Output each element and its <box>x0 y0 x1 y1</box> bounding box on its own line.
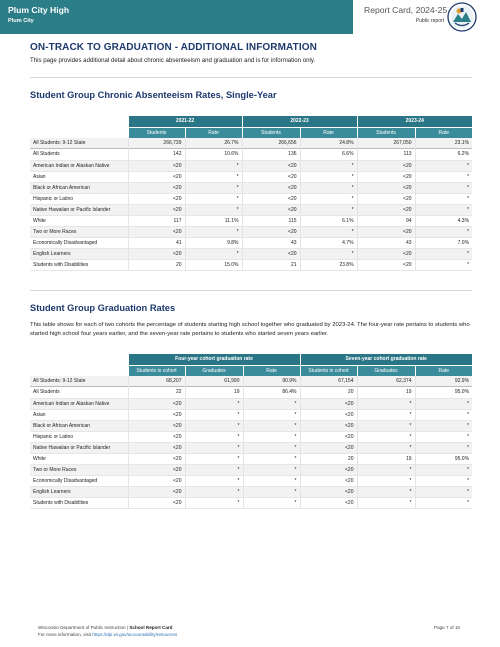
table-cell: <20 <box>300 486 357 497</box>
column-header: Rate <box>185 128 242 139</box>
table-row <box>30 442 472 453</box>
table-row <box>30 193 472 204</box>
table-cell: <20 <box>242 226 300 237</box>
row-label: All Students <box>33 151 60 158</box>
table-cell: 4.3% <box>415 215 472 226</box>
table-cell: <20 <box>242 248 300 259</box>
table-cell: 23.8% <box>300 259 357 270</box>
table-cell: * <box>415 464 472 475</box>
table-cell: * <box>185 248 242 259</box>
table-cell: * <box>243 486 300 497</box>
graduation-section-title: Student Group Graduation Rates <box>30 303 176 313</box>
corner-blank <box>30 128 128 139</box>
table-cell: <20 <box>128 182 185 193</box>
footer-org <box>38 625 172 630</box>
table-cell: * <box>415 442 472 453</box>
table-cell: 95.0% <box>415 453 472 464</box>
table-cell: * <box>185 431 243 442</box>
row-label: English Learners <box>30 486 128 497</box>
row-label: Native Hawaiian or Pacific Islander <box>30 204 128 215</box>
table-cell: * <box>243 453 300 464</box>
table-cell: 19 <box>357 453 415 464</box>
table-cell: * <box>243 442 300 453</box>
table-cell: 43 <box>357 237 415 248</box>
column-header: Students <box>357 128 415 139</box>
school-name: Plum City High <box>8 5 70 15</box>
table-cell: <20 <box>242 171 300 182</box>
table-row <box>30 149 472 160</box>
table-cell: * <box>185 182 242 193</box>
table-cell: * <box>415 248 472 259</box>
table-cell: 22 <box>128 387 185 398</box>
table-cell: <20 <box>300 431 357 442</box>
table-cell: 117 <box>128 215 185 226</box>
table-cell: 4.7% <box>300 237 357 248</box>
table-cell: * <box>415 160 472 171</box>
footer-separator: | <box>125 625 130 630</box>
table-cell: <20 <box>242 182 300 193</box>
table-cell: * <box>185 464 243 475</box>
table-cell: * <box>185 160 242 171</box>
table-cell: 61,990 <box>185 376 243 387</box>
table-cell: 92.9% <box>415 376 472 387</box>
table-cell: * <box>185 409 243 420</box>
table-cell: * <box>185 420 243 431</box>
column-header: Rate <box>300 128 357 139</box>
table-cell: * <box>243 398 300 409</box>
table-cell: * <box>185 475 243 486</box>
table-cell: * <box>357 497 415 508</box>
column-header: Graduates <box>185 366 243 377</box>
report-title: Report Card, 2024-25 <box>364 5 448 15</box>
table-cell: <20 <box>128 171 185 182</box>
table-cell: <20 <box>128 226 185 237</box>
table-row <box>30 398 472 409</box>
section-divider <box>30 77 472 78</box>
table-cell: <20 <box>242 204 300 215</box>
table-cell: 20 <box>128 259 185 270</box>
table-row <box>30 431 472 442</box>
table-row <box>30 215 472 226</box>
absenteeism-section-title: Student Group Chronic Absenteeism Rates, Single-Year <box>30 90 277 100</box>
table-cell: * <box>357 420 415 431</box>
graduation-table <box>30 354 472 509</box>
table-cell: * <box>185 171 242 182</box>
row-label: Economically Disadvantaged <box>33 239 98 246</box>
table-row <box>30 204 472 215</box>
row-label: All Students: 9-12 State <box>30 376 128 387</box>
table-cell: <20 <box>128 420 185 431</box>
footer-doc-name: School Report Card <box>129 625 173 630</box>
table-row <box>30 464 472 475</box>
table-cell: 43 <box>242 237 300 248</box>
row-label: Asian <box>33 411 46 418</box>
table-cell: 15.0% <box>185 259 242 270</box>
table-cell: 94 <box>357 215 415 226</box>
table-cell: <20 <box>128 204 185 215</box>
table-cell: * <box>185 226 242 237</box>
table-cell: 24.8% <box>300 138 357 149</box>
table-cell: * <box>300 171 357 182</box>
table-cell: 62,374 <box>357 376 415 387</box>
table-cell: <20 <box>128 475 185 486</box>
dpi-logo-icon <box>447 2 477 32</box>
row-label: White <box>33 217 46 224</box>
page-title: ON-TRACK TO GRADUATION - ADDITIONAL INFORMATION <box>30 42 317 53</box>
footer-org-name: Wisconsin Department of Public Instruction <box>38 625 126 630</box>
table-row <box>30 475 472 486</box>
table-row <box>30 486 472 497</box>
table-row <box>30 226 472 237</box>
table-cell: * <box>357 486 415 497</box>
table-cell: * <box>300 204 357 215</box>
table-cell: * <box>300 182 357 193</box>
absenteeism-table <box>30 116 472 271</box>
table-cell: 142 <box>128 149 185 160</box>
table-cell: * <box>243 464 300 475</box>
graduation-table-body <box>30 376 472 508</box>
table-cell: 95.0% <box>415 387 472 398</box>
footer-more-info <box>38 632 177 637</box>
table-cell: * <box>415 398 472 409</box>
table-cell: * <box>357 409 415 420</box>
table-row <box>30 171 472 182</box>
row-label: Black or African American <box>30 182 128 193</box>
table-cell: <20 <box>300 409 357 420</box>
table-cell: * <box>415 497 472 508</box>
table-cell: * <box>415 431 472 442</box>
column-header: Rate <box>243 366 300 377</box>
table-cell: * <box>300 226 357 237</box>
table-cell: * <box>300 193 357 204</box>
table-row <box>30 409 472 420</box>
section-divider <box>30 290 472 291</box>
table-cell: 41 <box>128 237 185 248</box>
table-cell: 10.6% <box>185 149 242 160</box>
row-label: Two or More Races <box>30 226 128 237</box>
corner-blank <box>30 116 128 128</box>
table-cell: * <box>243 475 300 486</box>
header-banner <box>0 0 500 34</box>
corner-blank <box>30 366 128 377</box>
table-cell: <20 <box>128 431 185 442</box>
row-label: Two or More Races <box>30 464 128 475</box>
table-cell: <20 <box>300 442 357 453</box>
row-label: All Students <box>33 389 60 396</box>
table-row <box>30 160 472 171</box>
table-cell: <20 <box>242 193 300 204</box>
year-header: 2021-22 <box>128 116 242 128</box>
table-cell: <20 <box>357 226 415 237</box>
table-cell: * <box>415 409 472 420</box>
district-name: Plum City <box>8 18 34 24</box>
table-cell: <20 <box>357 259 415 270</box>
table-cell: 19 <box>185 387 243 398</box>
table-cell: * <box>415 182 472 193</box>
table-cell: <20 <box>357 171 415 182</box>
table-cell: * <box>185 497 243 508</box>
table-cell: <20 <box>357 182 415 193</box>
table-cell: * <box>415 486 472 497</box>
table-cell: <20 <box>357 193 415 204</box>
table-cell: <20 <box>128 464 185 475</box>
table-cell: <20 <box>128 398 185 409</box>
table-cell: * <box>300 248 357 259</box>
table-cell: <20 <box>300 497 357 508</box>
table-row <box>30 420 472 431</box>
page-number: Page 7 of 10 <box>434 625 461 630</box>
table-cell: * <box>185 193 242 204</box>
table-cell: <20 <box>357 248 415 259</box>
table-row <box>30 237 472 248</box>
table-cell: * <box>185 204 242 215</box>
graduation-description: This table shows for each of two cohorts the percentage of students starting high school together who graduated by 2023-24. The four-year rate pertains to students who started high school four years earlier, and the seven-year rate pertains to students who started seven years earlier. <box>30 322 470 337</box>
table-cell: * <box>357 398 415 409</box>
table-cell: * <box>185 453 243 464</box>
column-header: Rate <box>415 366 472 377</box>
row-label: Hispanic or Latino <box>33 195 74 202</box>
page-intro: This page provides additional detail about chronic absenteeism and graduation and is for information only. <box>30 57 316 64</box>
table-cell: * <box>185 442 243 453</box>
table-cell: <20 <box>128 442 185 453</box>
row-label: Native Hawaiian or Pacific Islander <box>30 442 128 453</box>
corner-blank <box>30 354 128 366</box>
table-cell: 136 <box>242 149 300 160</box>
table-cell: <20 <box>300 398 357 409</box>
header-right-panel <box>353 0 500 34</box>
table-cell: <20 <box>128 409 185 420</box>
table-cell: 266,739 <box>128 138 185 149</box>
table-cell: * <box>243 497 300 508</box>
cohort-header: Seven-year cohort graduation rate <box>300 354 472 366</box>
row-label: Economically Disadvantaged <box>33 477 98 484</box>
table-cell: 86.4% <box>243 387 300 398</box>
table-cell: 7.0% <box>415 237 472 248</box>
table-cell: * <box>300 160 357 171</box>
table-cell: * <box>415 475 472 486</box>
table-cell: <20 <box>357 204 415 215</box>
row-label: Black or African American <box>30 420 128 431</box>
table-row <box>30 138 472 149</box>
table-cell: 90.9% <box>243 376 300 387</box>
table-row <box>30 182 472 193</box>
table-row <box>30 453 472 464</box>
table-cell: * <box>185 486 243 497</box>
table-cell: 19 <box>357 387 415 398</box>
row-label: American Indian or Alaskan Native <box>30 398 128 409</box>
row-label: Hispanic or Latino <box>33 433 74 440</box>
table-row <box>30 248 472 259</box>
row-label: Students with Disabilities <box>33 261 89 268</box>
row-label: American Indian or Alaskan Native <box>30 160 128 171</box>
table-cell: 6.1% <box>300 215 357 226</box>
table-cell: * <box>357 475 415 486</box>
table-row <box>30 387 472 398</box>
table-cell: 20 <box>300 387 357 398</box>
row-label: Students with Disabilities <box>33 499 89 506</box>
table-cell: <20 <box>300 420 357 431</box>
row-label: Asian <box>33 173 46 180</box>
table-row <box>30 259 472 270</box>
table-cell: * <box>243 409 300 420</box>
table-cell: <20 <box>128 248 185 259</box>
table-cell: <20 <box>128 497 185 508</box>
row-label: All Students: 9-12 State <box>30 138 128 149</box>
footer-url-link[interactable]: https://dpi.wi.gov/accountability/resources <box>92 632 178 637</box>
table-cell: * <box>415 420 472 431</box>
table-cell: * <box>357 431 415 442</box>
column-header: Students in cohort <box>128 366 185 377</box>
year-header: 2022-23 <box>242 116 357 128</box>
table-cell: 26.7% <box>185 138 242 149</box>
table-cell: <20 <box>242 160 300 171</box>
table-row <box>30 497 472 508</box>
column-header: Students <box>128 128 185 139</box>
table-cell: 23.1% <box>415 138 472 149</box>
table-cell: * <box>357 464 415 475</box>
table-cell: <20 <box>128 160 185 171</box>
table-cell: * <box>415 259 472 270</box>
table-cell: 20 <box>300 453 357 464</box>
column-header: Students <box>242 128 300 139</box>
table-cell: 9.8% <box>185 237 242 248</box>
table-row <box>30 376 472 387</box>
absenteeism-table-body <box>30 138 472 270</box>
table-cell: * <box>357 442 415 453</box>
table-cell: * <box>415 171 472 182</box>
table-cell: * <box>415 193 472 204</box>
table-cell: 113 <box>357 149 415 160</box>
table-cell: <20 <box>300 464 357 475</box>
table-cell: 67,154 <box>300 376 357 387</box>
table-cell: 21 <box>242 259 300 270</box>
table-cell: 6.6% <box>300 149 357 160</box>
year-header: 2023-24 <box>357 116 472 128</box>
report-subtitle: Public report <box>415 18 444 24</box>
footer-more-info-text: For more information, visit <box>38 632 93 637</box>
table-cell: 68,207 <box>128 376 185 387</box>
row-label: English Learners <box>30 248 128 259</box>
table-cell: 11.1% <box>185 215 242 226</box>
column-header: Graduates <box>357 366 415 377</box>
table-cell: 6.2% <box>415 149 472 160</box>
table-cell: <20 <box>357 160 415 171</box>
table-cell: <20 <box>128 453 185 464</box>
table-cell: * <box>243 431 300 442</box>
table-cell: <20 <box>128 193 185 204</box>
cohort-header: Four-year cohort graduation rate <box>128 354 300 366</box>
column-header: Rate <box>415 128 472 139</box>
table-cell: 267,050 <box>357 138 415 149</box>
table-cell: * <box>243 420 300 431</box>
table-cell: 115 <box>242 215 300 226</box>
table-cell: <20 <box>300 475 357 486</box>
table-cell: 266,656 <box>242 138 300 149</box>
column-header: Students in cohort <box>300 366 357 377</box>
table-cell: * <box>185 398 243 409</box>
table-cell: <20 <box>128 486 185 497</box>
row-label: White <box>33 455 46 462</box>
table-cell: * <box>415 204 472 215</box>
table-cell: * <box>415 226 472 237</box>
